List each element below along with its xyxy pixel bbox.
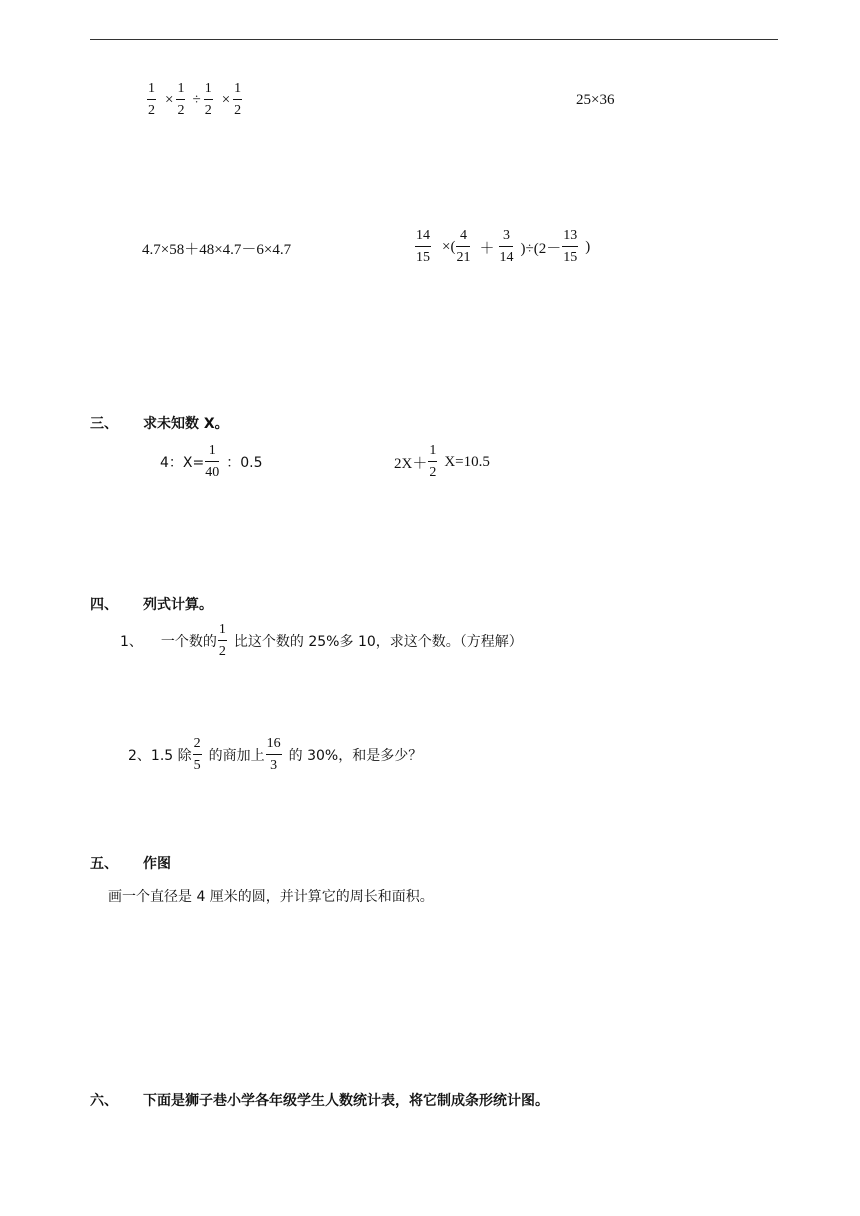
fraction: $\frac{1}{2}$: [177, 81, 185, 118]
fraction: $\frac{13}{15}$: [563, 228, 578, 265]
fraction: $\frac{3}{14}$: [499, 228, 514, 265]
times-sign: ×: [221, 91, 231, 108]
fraction: $\frac{14}{15}$: [416, 228, 430, 265]
fraction: $\frac{1}{2}$: [218, 622, 226, 659]
section-title: 求未知数 X。: [143, 416, 229, 432]
section-title: 列式计算。: [143, 597, 213, 613]
fraction: $\frac{1}{2}$: [234, 81, 242, 118]
divide-sign: ÷: [192, 91, 201, 108]
section-number: 六、: [90, 1093, 118, 1109]
section-number: 三、: [90, 416, 118, 432]
word-problem-2: 2、1.5 除 $\frac{2}{5}$ 的商加上 $\frac{16}{3}$ 的 30%，和是多少？: [128, 736, 423, 773]
fraction: $\frac{1}{2}$: [204, 81, 212, 118]
fraction: $\frac{1}{2}$: [429, 443, 437, 480]
section-number: 四、: [90, 597, 118, 613]
times-sign: ×: [165, 91, 174, 108]
problem-simplify-expression: 4.7×58＋48×4.7－6×4.7: [142, 242, 292, 258]
section-number: 五、: [90, 856, 118, 872]
equation-linear: 2X＋ $\frac{1}{2}$ X=10.5: [394, 443, 490, 480]
fraction: $\frac{4}{21}$: [456, 228, 471, 265]
section-title: 作图: [143, 856, 171, 872]
problem-fraction-chain: [146, 82, 243, 118]
fraction: $\frac{16}{3}$: [266, 736, 281, 773]
word-problem-1: 1、 一个数的 $\frac{1}{2}$ 比这个数的 25%多 10，求这个数。（方程解）: [120, 622, 523, 659]
problem-fraction-expression: $\frac{14}{15}$ ×( $\frac{4}{21}$ ＋ $\frac{3}{14}$ )÷(2－ $\frac{13}{15}$ ): [416, 228, 591, 265]
header-rule: [90, 39, 778, 40]
problem-multiplication: 25×36: [576, 92, 615, 108]
equation-proportion: 4：X= $\frac{1}{40}$ ：0.5: [160, 443, 263, 480]
section-title: 下面是狮子巷小学各年级学生人数统计表，将它制成条形统计图。: [143, 1093, 549, 1109]
fraction: $\frac{1}{40}$: [205, 443, 220, 480]
fraction: $\frac{2}{5}$: [193, 736, 201, 773]
fraction: $\frac{1}{2}$: [148, 81, 155, 118]
drawing-instruction: 画一个直径是 4 厘米的圆，并计算它的周长和面积。: [108, 889, 434, 905]
